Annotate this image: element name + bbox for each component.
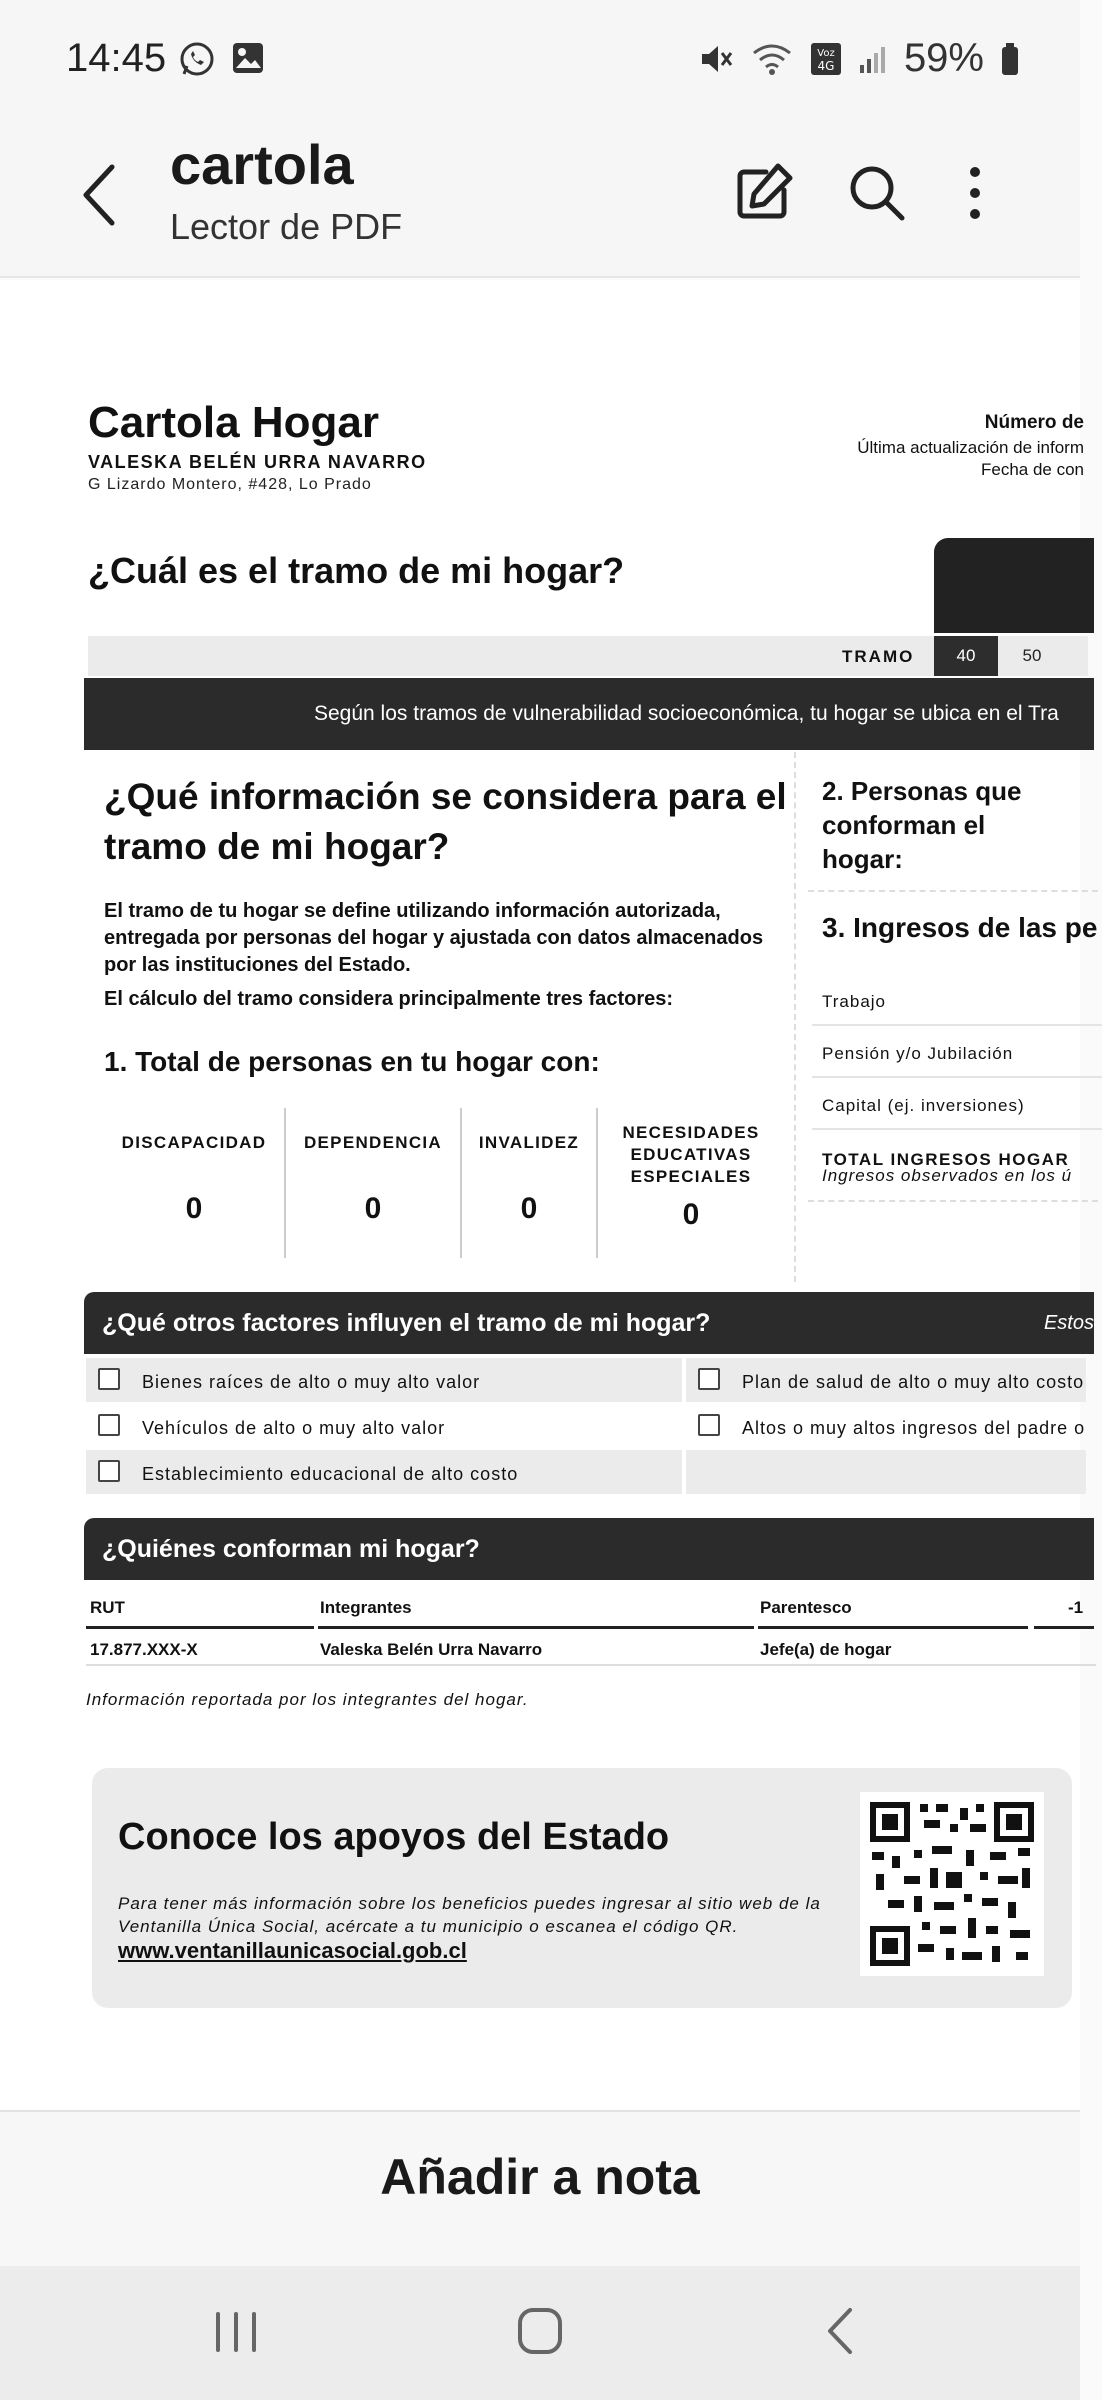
income-total-row: TOTAL INGRESOS HOGAR	[822, 1150, 1070, 1169]
system-nav-bar	[0, 2266, 1080, 2400]
table-cell: 17.877.XXX-X	[90, 1640, 198, 1659]
header-rule	[1034, 1626, 1094, 1629]
factor-value: 0	[185, 1192, 203, 1225]
checkbox-label: Vehículos de alto o muy alto valor	[142, 1418, 446, 1438]
factor-label: DISCAPACIDAD	[121, 1133, 267, 1152]
tramo-heading: ¿Cuál es el tramo de mi hogar?	[88, 550, 625, 591]
tramo-label: TRAMO	[842, 647, 915, 666]
back-arrow-icon[interactable]	[70, 155, 130, 235]
home-icon[interactable]	[500, 2296, 580, 2366]
edit-icon[interactable]	[728, 158, 798, 228]
volte-4g-icon	[810, 41, 842, 77]
header-rule	[758, 1626, 1028, 1629]
table-header: Parentesco	[760, 1598, 852, 1617]
income-row: Trabajo	[812, 976, 1102, 1026]
promo-title: Conoce los apoyos del Estado	[118, 1816, 670, 1858]
income-row: Capital (ej. inversiones)	[812, 1080, 1102, 1130]
tramo-result-band: Según los tramos de vulnerabilidad socioeconómica, tu hogar se ubica en el Tra	[84, 678, 1094, 750]
factor-value: 0	[682, 1198, 700, 1231]
mute-icon	[698, 41, 734, 77]
wifi-icon	[750, 41, 794, 77]
table-cell: Jefe(a) de hogar	[760, 1640, 892, 1659]
members-band	[84, 1518, 1094, 1580]
income-row: Pensión y/o Jubilación	[812, 1028, 1102, 1078]
divider	[808, 1200, 1098, 1202]
factor-checkbox-row	[686, 1358, 1086, 1402]
checkbox	[98, 1460, 120, 1482]
battery-level: 59%	[903, 36, 984, 80]
doc-updated-label: Última actualización de inform	[857, 438, 1084, 457]
income-section	[798, 752, 1098, 1282]
checkbox	[98, 1414, 120, 1436]
qr-code-icon	[870, 1802, 1034, 1966]
add-to-note-button[interactable]: Añadir a nota	[0, 2110, 1080, 2266]
factor-value: 0	[364, 1192, 382, 1225]
more-options-icon[interactable]	[940, 158, 1010, 228]
tramo-value-active: 40	[934, 636, 998, 676]
total-persons-heading: 1. Total de personas en tu hogar con:	[104, 1046, 600, 1077]
checkbox	[698, 1368, 720, 1390]
table-note: Información reportada por los integrantes del hogar.	[86, 1690, 529, 1709]
personas-heading: 2. Personas que conforman el hogar:	[822, 776, 1022, 874]
promo-box	[92, 1768, 1072, 2008]
svg-text:4G: 4G	[817, 58, 835, 73]
tramo-value: 50	[1022, 646, 1042, 665]
checkbox-label: Establecimiento educacional de alto costo	[142, 1464, 519, 1484]
clock: 14:45	[66, 36, 167, 80]
checkbox	[98, 1368, 120, 1390]
factor-label: INVALIDEZ	[478, 1133, 580, 1152]
factor-label: DEPENDENCIA	[303, 1133, 443, 1152]
info-factors-text: El cálculo del tramo considera principalmente tres factores:	[104, 988, 674, 1010]
checkbox-label: Bienes raíces de alto o muy alto valor	[142, 1372, 481, 1392]
table-header: Integrantes	[320, 1598, 412, 1617]
status-bar	[0, 0, 1080, 110]
promo-text: Para tener más información sobre los beneficios puedes ingresar al sitio web de la Ventanilla Única Social, acércate a tu municipio o escanea el código QR.	[118, 1894, 821, 1936]
doc-title: Cartola Hogar	[88, 398, 379, 447]
checkbox-label: Plan de salud de alto o muy alto costo	[742, 1372, 1085, 1392]
signal-icon	[858, 41, 888, 77]
whatsapp-icon	[178, 40, 216, 78]
factor-discapacidad	[104, 1108, 286, 1258]
factor-necesidades	[598, 1108, 784, 1258]
info-paragraph: El tramo de tu hogar se define utilizando información autorizada, entregada por personas del hogar y ajustada con datos almacenados por las instituciones del Estado.	[104, 900, 764, 976]
checkbox-label: Altos o muy altos ingresos del padre o	[742, 1418, 1086, 1438]
pdf-page[interactable]	[0, 280, 1098, 2110]
income-note: Ingresos observados en los ú	[822, 1166, 1073, 1185]
other-factors-note: Estos	[1043, 1312, 1094, 1334]
factor-checkbox-row	[86, 1358, 682, 1402]
app-subtitle: Lector de PDF	[170, 206, 403, 247]
document-title: cartola	[170, 133, 354, 196]
members-heading: ¿Quiénes conforman mi hogar?	[102, 1535, 480, 1563]
holder-address: G Lizardo Montero, #428, Lo Prado	[88, 476, 372, 493]
divider	[808, 890, 1098, 892]
factor-invalidez	[462, 1108, 598, 1258]
doc-number-label: Número de	[984, 412, 1084, 433]
ingresos-heading: 3. Ingresos de las pe	[822, 912, 1098, 943]
empty-cell	[686, 1450, 1086, 1494]
factor-checkbox-row	[86, 1450, 682, 1494]
tramo-scale	[88, 636, 1088, 676]
row-rule	[86, 1664, 1096, 1666]
table-header: -1	[1068, 1598, 1084, 1617]
other-factors-heading: ¿Qué otros factores influyen el tramo de mi hogar?	[102, 1309, 711, 1337]
checkbox	[698, 1414, 720, 1436]
factors-row	[104, 1108, 784, 1258]
header-rule	[318, 1626, 754, 1629]
gallery-icon	[230, 40, 266, 76]
back-icon[interactable]	[802, 2296, 882, 2366]
info-heading: ¿Qué información se considera para el tramo de mi hogar?	[104, 776, 787, 867]
table-header: RUT	[90, 1598, 125, 1617]
factor-checkbox-row	[86, 1404, 682, 1448]
factor-checkbox-row	[686, 1404, 1086, 1448]
battery-icon	[1000, 41, 1020, 77]
table-cell: Valeska Belén Urra Navarro	[320, 1640, 543, 1659]
recent-apps-icon[interactable]	[196, 2296, 276, 2366]
qr-code	[860, 1792, 1044, 1976]
factor-value: 0	[520, 1192, 538, 1225]
promo-link[interactable]: www.ventanillaunicasocial.gob.cl	[118, 1938, 467, 1963]
doc-date-label: Fecha de con	[980, 460, 1084, 479]
svg-text:Voz: Voz	[817, 47, 835, 59]
other-factors-band	[84, 1292, 1094, 1354]
header-rule	[86, 1626, 314, 1629]
factor-dependencia	[286, 1108, 462, 1258]
app-bar	[0, 110, 1080, 278]
search-icon[interactable]	[842, 158, 912, 228]
tramo-dark-tab	[934, 538, 1094, 633]
factor-label: NECESIDADES EDUCATIVAS ESPECIALES	[622, 1123, 760, 1186]
info-section	[84, 752, 796, 1282]
holder-name: VALESKA BELÉN URRA NAVARRO	[88, 452, 427, 472]
